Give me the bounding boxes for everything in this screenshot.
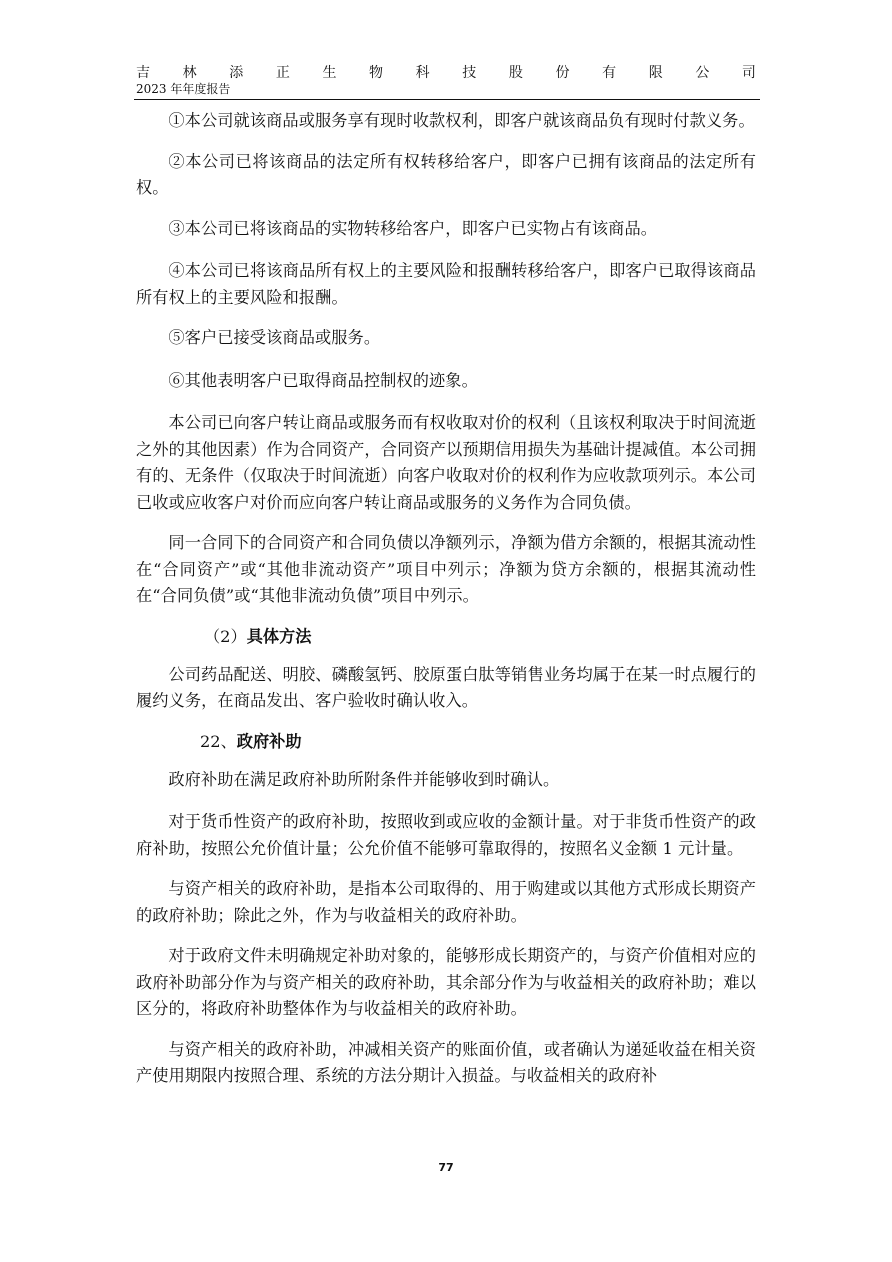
section-heading-specific-method <box>136 624 756 650</box>
paragraph: ②本公司已将该商品的法定所有权转移给客户，即客户已拥有该商品的法定所有权。 <box>136 151 756 197</box>
paragraph: ④本公司已将该商品所有权上的主要风险和报酬转移给客户，即客户已取得该商品所有权上的主要风险和报酬。 <box>136 261 756 307</box>
heading-title: 政府补助 <box>236 731 302 751</box>
header-char: 生 <box>322 65 337 81</box>
paragraph: 本公司已向客户转让商品或服务而有权收取对价的权利（且该权利取决于时间流逝之外的其他因素）作为合同资产，合同资产以预期信用损失为基础计提减值。本公司拥有的、无条件（仅取决于时间流逝）向客户收取对价的权利作为应收款项列示。本公司已收或应收客户对价而应向客户转让商品或服务的义务作为合同负债。 <box>136 413 756 512</box>
header-char: 林 <box>182 65 197 81</box>
paragraph: ①本公司就该商品或服务享有现时收款权利，即客户就该商品负有现时付款义务。 <box>168 111 755 130</box>
header-char: 添 <box>229 65 244 81</box>
paragraph: 公司药品配送、明胶、磷酸氢钙、胶原蛋白肽等销售业务均属于在某一时点履行的履约义务，在商品发出、客户验收时确认收入。 <box>136 664 756 710</box>
header-char: 份 <box>555 65 570 81</box>
paragraph: 政府补助在满足政府补助所附条件并能够收到时确认。 <box>168 769 560 789</box>
heading-title: 具体方法 <box>246 626 312 646</box>
header-char: 限 <box>648 65 663 81</box>
paragraph: 与资产相关的政府补助，冲减相关资产的账面价值，或者确认为递延收益在相关资产使用期限内按照合理、系统的方法分期计入损益。与收益相关的政府补 <box>136 1039 756 1085</box>
document-body <box>136 108 756 1104</box>
paragraph: 对于政府文件未明确规定补助对象的，能够形成长期资产的，与资产价值相对应的政府补助部分作为与资产相关的政府补助，其余部分作为与收益相关的政府补助；难以区分的，将政府补助整体作为与收益相关的政府补助。 <box>136 946 756 1018</box>
header-char: 正 <box>275 65 290 81</box>
paragraph: ⑥其他表明客户已取得商品控制权的迹象。 <box>168 370 478 390</box>
heading-number: （2） <box>204 626 247 646</box>
paragraph: ⑤客户已接受该商品或服务。 <box>168 328 381 347</box>
page-number: 77 <box>438 1161 454 1174</box>
paragraph: 与资产相关的政府补助，是指本公司取得的、用于购建或以其他方式形成长期资产的政府补助；除此之外，作为与收益相关的政府补助。 <box>136 879 756 925</box>
header-company-name <box>136 64 756 82</box>
header-char: 物 <box>369 65 384 81</box>
header-char: 司 <box>741 65 756 81</box>
header-char: 吉 <box>136 65 150 81</box>
paragraph: 对于货币性资产的政府补助，按照收到或应收的金额计量。对于非货币性资产的政府补助，按照公允价值计量；公允价值不能够可靠取得的，按照名义金额 1 元计量。 <box>136 812 756 858</box>
header-divider <box>134 99 760 100</box>
paragraph: 同一合同下的合同资产和合同负债以净额列示，净额为借方余额的，根据其流动性在“合同资产”或“其他非流动资产”项目中列示；净额为贷方余额的，根据其流动性在“合同负债”或“其他非流动负债”项目中列示。 <box>136 533 756 605</box>
paragraph: ③本公司已将该商品的实物转移给客户，即客户已实物占有该商品。 <box>168 218 658 238</box>
header-char: 股 <box>508 65 523 81</box>
header-char: 公 <box>695 65 710 81</box>
heading-number: 22、 <box>200 731 237 751</box>
header-char: 技 <box>462 65 477 81</box>
header-char: 科 <box>415 65 430 81</box>
header-report-title: 2023 年年度报告 <box>136 82 231 96</box>
header-char: 有 <box>602 65 617 81</box>
section-heading-government-grants <box>136 729 756 755</box>
